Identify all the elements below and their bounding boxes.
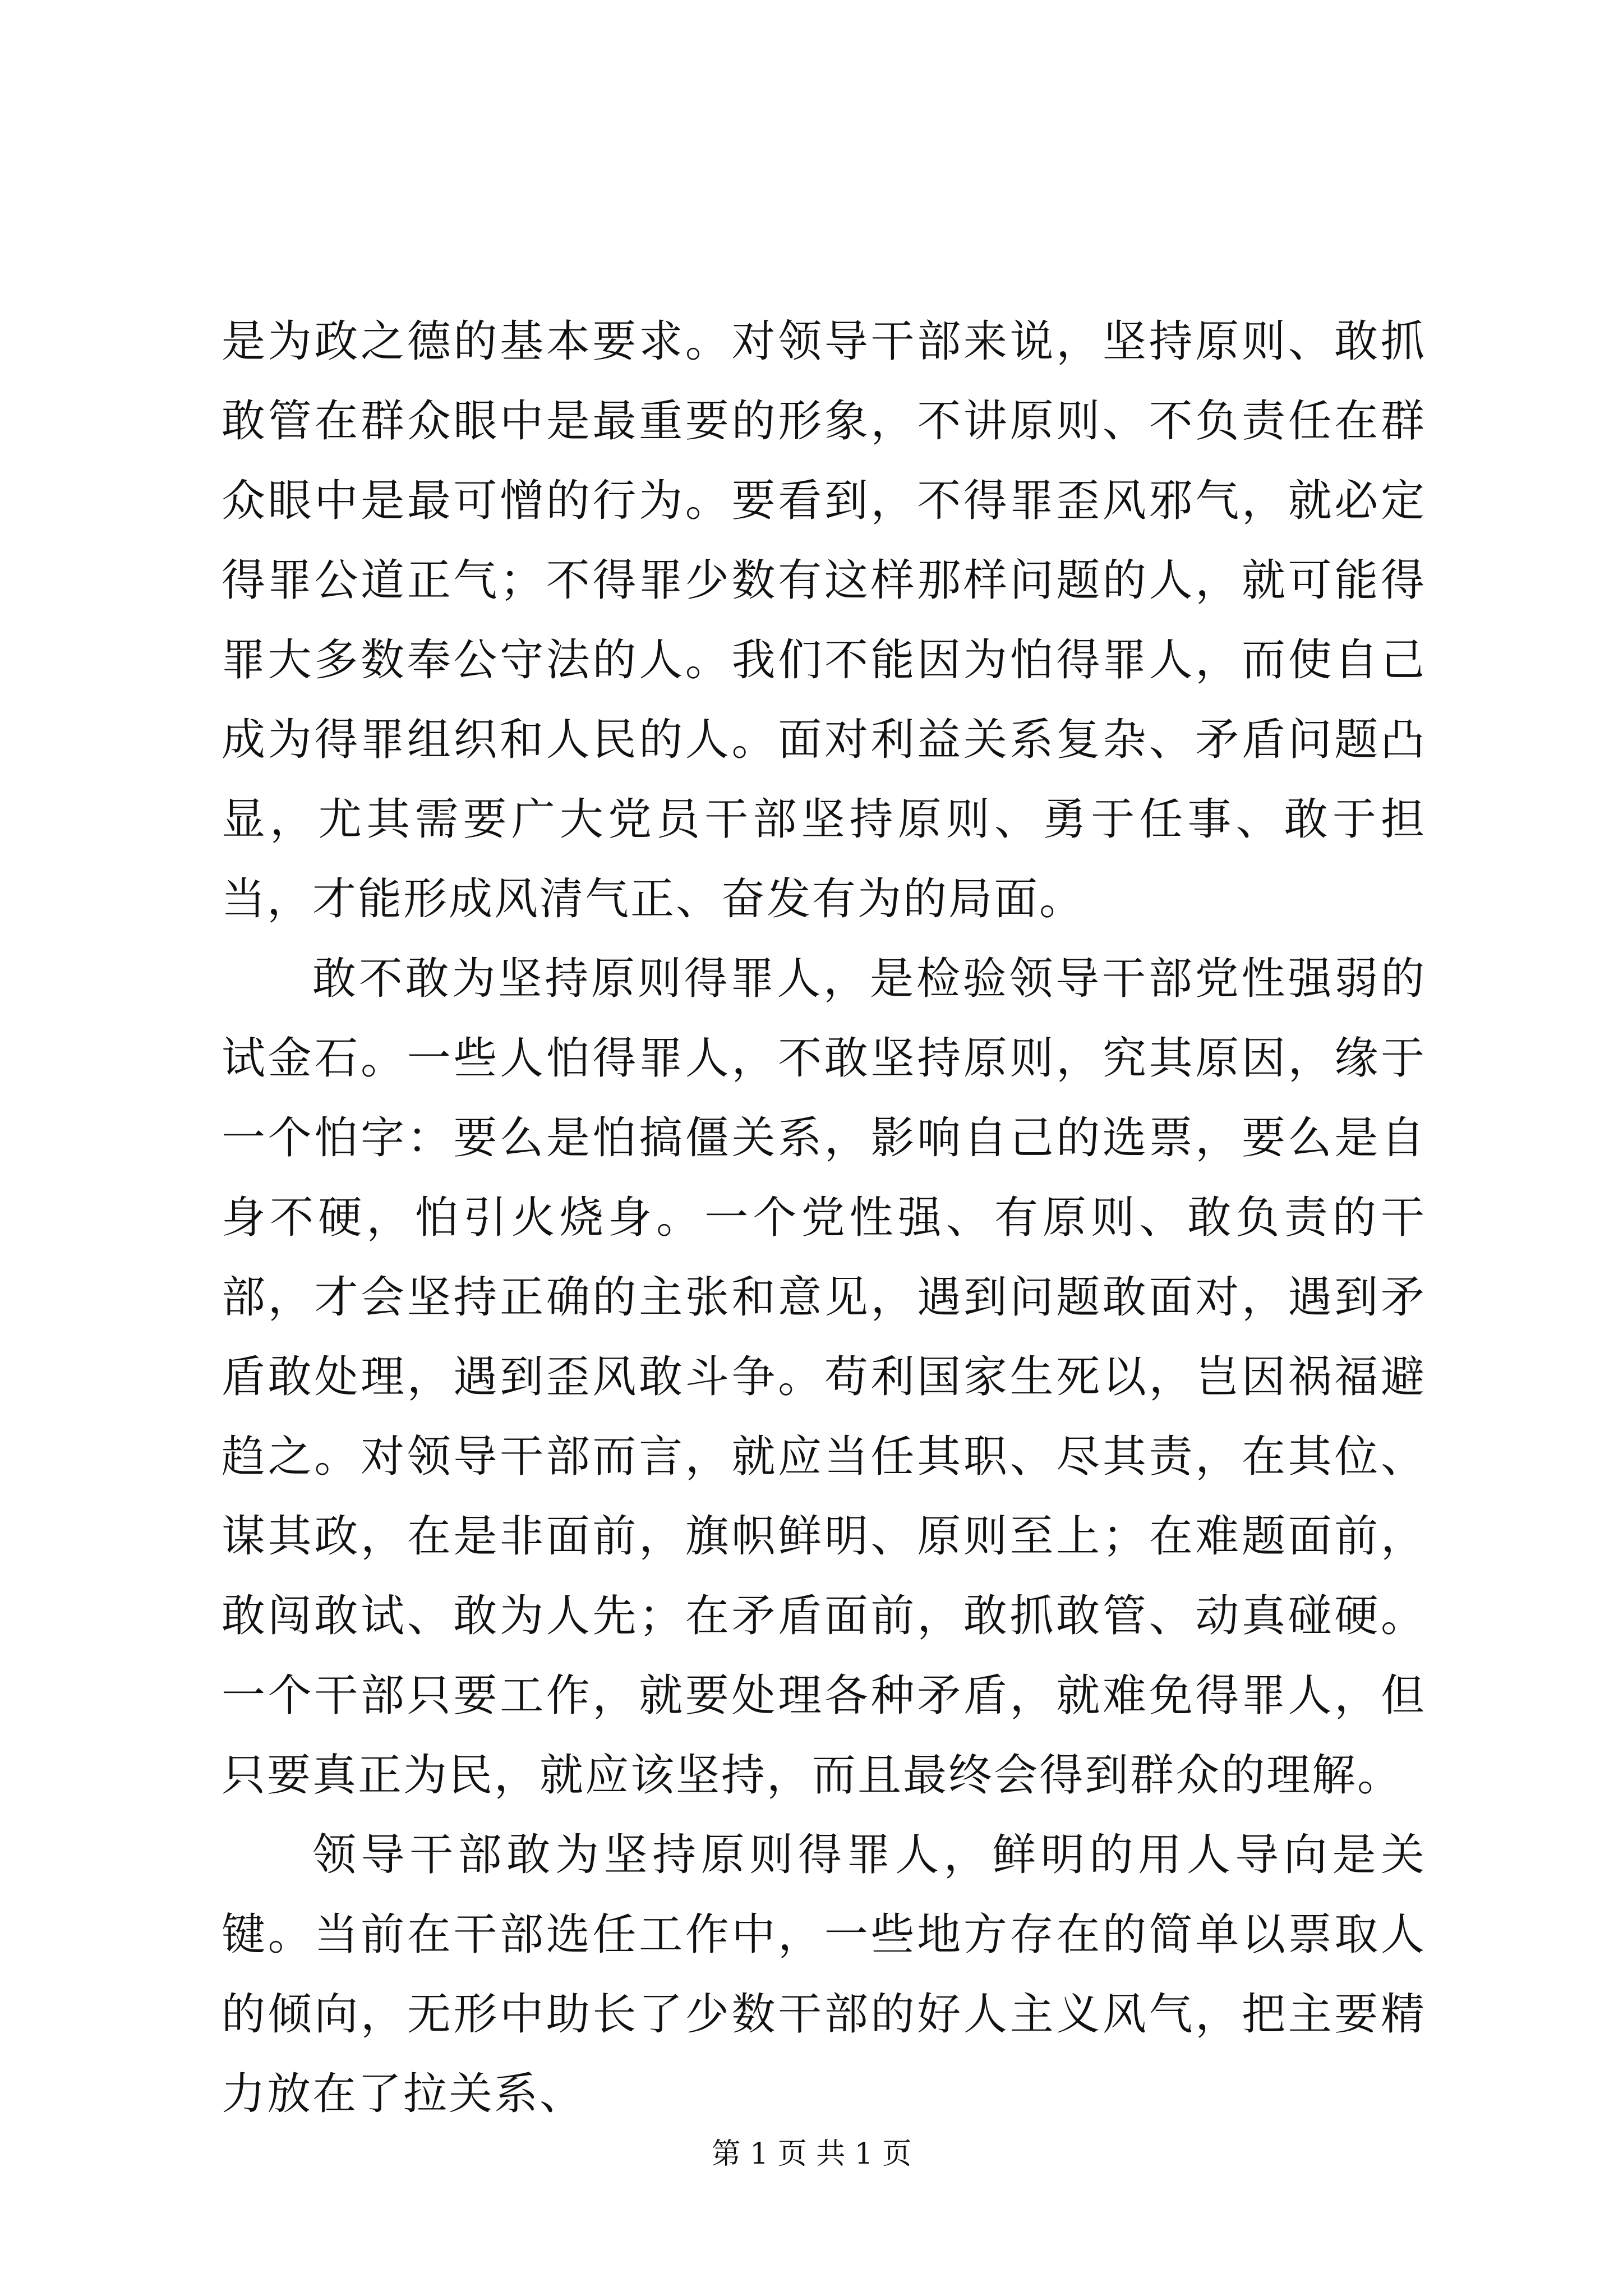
paragraph-3: 领导干部敢为坚持原则得罪人，鲜明的用人导向是关键。当前在干部选任工作中，一些地方存在的简单以票取人的倾向，无形中助长了少数干部的好人主义风气，把主要精力放在了拉关系、 [222,1830,1426,2119]
paragraph-1: 是为政之德的基本要求。对领导干部来说，坚持原则、敢抓敢管在群众眼中是最重要的形象，不讲原则、不负责任在群众眼中是最可憎的行为。要看到，不得罪歪风邪气，就必定得罪公道正气；不得罪少数有这样那样问题的人，就可能得罪大多数奉公守法的人。我们不能因为怕得罪人，而使自己成为得罪组织和人民的人。面对利益关系复杂、矛盾问题凸显，尤其需要广大党员干部坚持原则、勇于任事、敢于担当，才能形成风清气正、奋发有为的局面。 [222,316,1426,924]
paragraph-2: 敢不敢为坚持原则得罪人，是检验领导干部党性强弱的试金石。一些人怕得罪人，不敢坚持原则，究其原因，缘于一个怕字：要么是怕搞僵关系，影响自己的选票，要么是自身不硬，怕引火烧身。一个党性强、有原则、敢负责的干部，才会坚持正确的主张和意见，遇到问题敢面对，遇到矛盾敢处理，遇到歪风敢斗争。苟利国家生死以，岂因祸福避趋之。对领导干部而言，就应当任其职、尽其责，在其位、谋其政，在是非面前，旗帜鲜明、原则至上；在难题面前，敢闯敢试、敢为人先；在矛盾面前，敢抓敢管、动真碰硬。一个干部只要工作，就要处理各种矛盾，就难免得罪人，但只要真正为民，就应该坚持，而且最终会得到群众的理解。 [222,954,1426,1801]
page-footer: 第 1 页 共 1 页 [711,2137,912,2171]
document-body [222,302,1426,2134]
